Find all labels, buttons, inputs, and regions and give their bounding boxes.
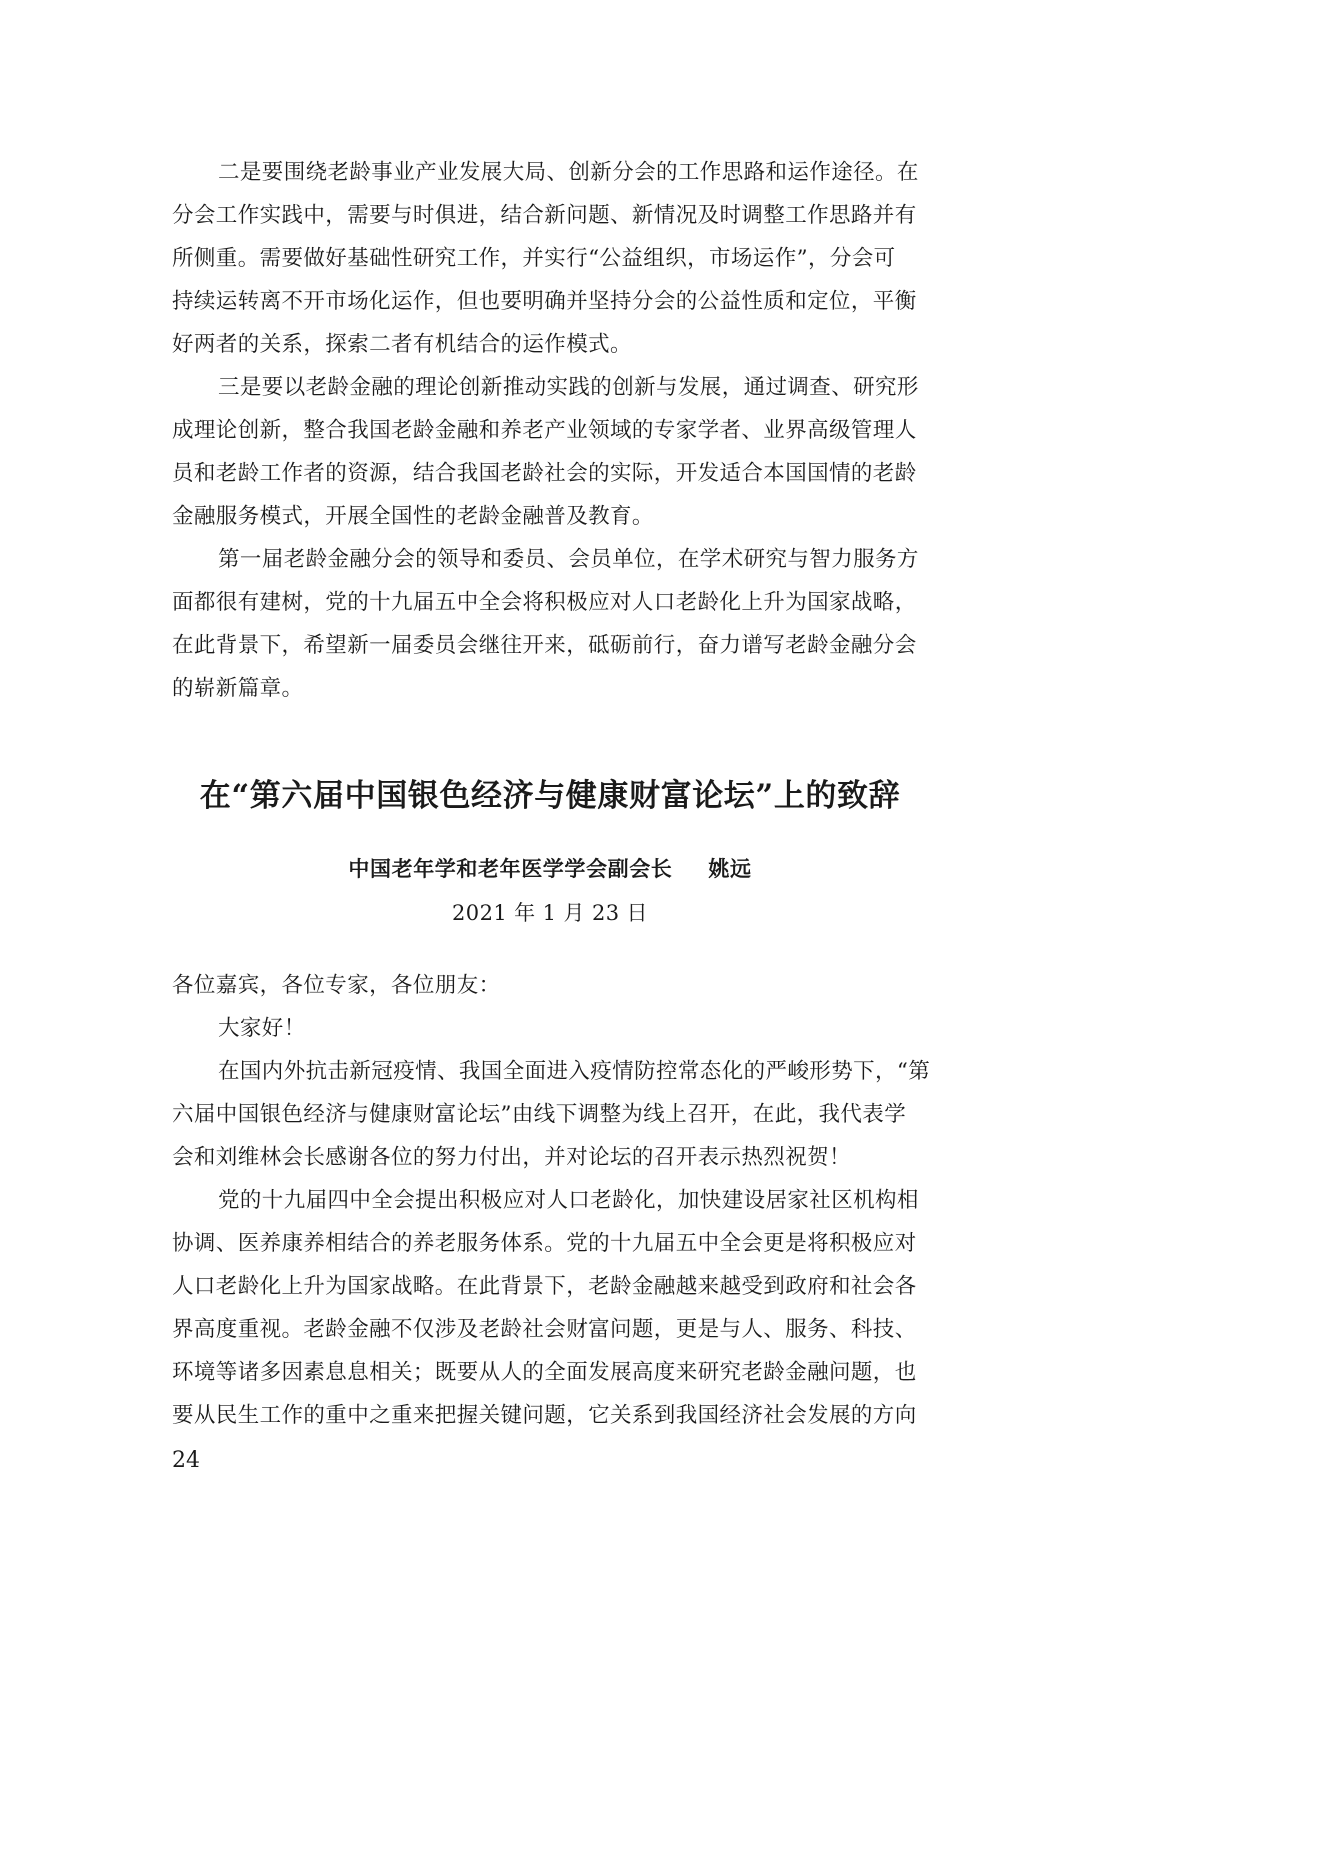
paragraph (172, 1179, 938, 1437)
speech-title: 在“第六届中国银色经济与健康财富论坛”上的致辞 (199, 778, 901, 814)
text-line: 员和老龄工作者的资源，结合我国老龄社会的实际，开发适合本国国情的老龄 (172, 461, 917, 486)
text-line: 要从民生工作的重中之重来把握关键问题，它关系到我国经济社会发展的方向 (172, 1403, 917, 1428)
text-line: 会和刘维林会长感谢各位的努力付出，并对论坛的召开表示热烈祝贺！ (172, 1145, 851, 1170)
text-line: 金融服务模式，开展全国性的老龄金融普及教育。 (172, 504, 654, 529)
text-line: 在此背景下，希望新一届委员会继往开来，砥砺前行，奋力谱写老龄金融分会 (172, 633, 917, 658)
text-line: 成理论创新，整合我国老龄金融和养老产业领域的专家学者、业界高级管理人 (172, 418, 917, 443)
text-line: 党的十九届四中全会提出积极应对人口老龄化，加快建设居家社区机构相 (218, 1188, 919, 1213)
text-line: 第一届老龄金融分会的领导和委员、会员单位，在学术研究与智力服务方 (218, 547, 919, 572)
text-line: 大家好！ (218, 1016, 306, 1041)
speech-byline (0, 852, 1100, 886)
text-line: 面都很有建树，党的十九届五中全会将积极应对人口老龄化上升为国家战略， (172, 590, 917, 615)
text-line: 各位嘉宾，各位专家，各位朋友： (172, 973, 501, 998)
paragraph (172, 366, 938, 538)
speech-date: 2021 年 1 月 23 日 (452, 901, 648, 925)
text-line: 界高度重视。老龄金融不仅涉及老龄社会财富问题，更是与人、服务、科技、 (172, 1317, 917, 1342)
text-line: 协调、医养康养相结合的养老服务体系。党的十九届五中全会更是将积极应对 (172, 1231, 917, 1256)
text-line: 好两者的关系，探索二者有机结合的运作模式。 (172, 332, 632, 357)
paragraph (172, 1007, 938, 1050)
text-line: 环境等诸多因素息息相关；既要从人的全面发展高度来研究老龄金融问题，也 (172, 1360, 917, 1385)
text-line: 分会工作实践中，需要与时俱进，结合新问题、新情况及时调整工作思路并有 (172, 203, 917, 228)
paragraph (172, 538, 938, 710)
continued-text-section (172, 151, 938, 710)
paragraph (172, 964, 938, 1007)
text-line: 六届中国银色经济与健康财富论坛”由线下调整为线上召开，在此，我代表学 (172, 1102, 907, 1127)
text-line: 二是要围绕老龄事业产业发展大局、创新分会的工作思路和运作途径。在 (218, 160, 919, 185)
text-line: 在国内外抗击新冠疫情、我国全面进入疫情防控常态化的严峻形势下，“第 (218, 1059, 931, 1084)
page-number: 24 (172, 1448, 200, 1473)
text-line: 三是要以老龄金融的理论创新推动实践的创新与发展，通过调查、研究形 (218, 375, 919, 400)
text-line: 所侧重。需要做好基础性研究工作，并实行“公益组织，市场运作”，分会可 (172, 246, 896, 271)
paragraph (172, 151, 938, 366)
author-position: 中国老年学和老年医学学会副会长 (348, 856, 673, 881)
text-line: 的崭新篇章。 (172, 676, 304, 701)
paragraph (172, 1050, 938, 1179)
text-line: 持续运转离不开市场化运作，但也要明确并坚持分会的公益性质和定位，平衡 (172, 289, 917, 314)
speech-body (172, 964, 938, 1437)
author-name: 姚远 (708, 856, 752, 881)
text-line: 人口老龄化上升为国家战略。在此背景下，老龄金融越来越受到政府和社会各 (172, 1274, 917, 1299)
